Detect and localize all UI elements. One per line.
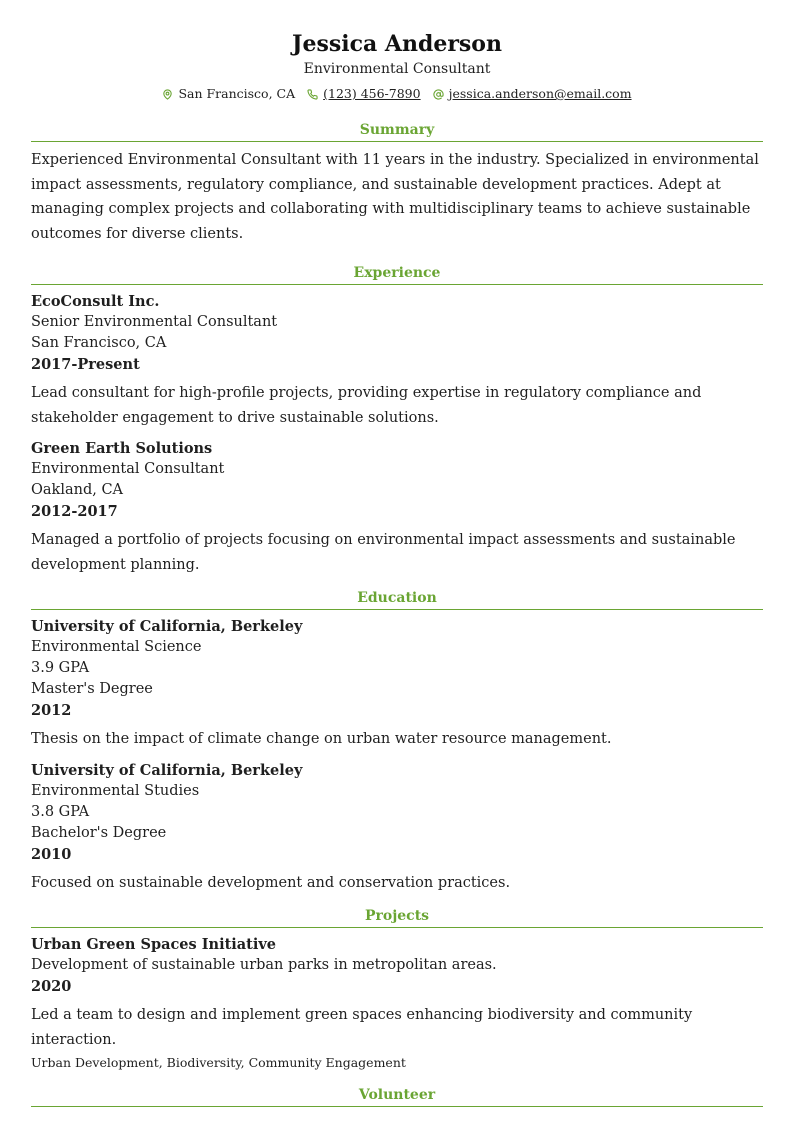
education-degree: Master's Degree	[31, 681, 153, 697]
education-description: Focused on sustainable development and conservation practices.	[31, 874, 511, 891]
education-entry	[31, 616, 763, 752]
education-year: 2010	[31, 845, 72, 863]
section-title-experience: Experience	[31, 264, 763, 285]
project-summary: Development of sustainable urban parks in metropolitan areas.	[31, 957, 497, 973]
education-entry	[31, 760, 763, 896]
summary-text: Experienced Environmental Consultant with 11 years in the industry. Specialized in environmental impact assessments, regulatory compliance, and sustainable development practices. Adept at managing complex projects and collaborating with multidisciplinary teams to achieve sustainable outcomes for diverse clients.	[31, 152, 759, 242]
project-year: 2020	[31, 978, 72, 995]
candidate-name: Jessica Anderson	[292, 31, 502, 57]
at-sign-icon	[433, 89, 444, 100]
project-entry	[31, 934, 763, 1072]
phone-icon	[307, 89, 318, 100]
map-pin-icon	[162, 89, 173, 100]
experience-entry	[31, 438, 763, 577]
experience-description: Lead consultant for high-profile projects, providing expertise in regulatory compliance and stakeholder engagement to drive sustainable solutions.	[31, 385, 702, 426]
section-title-projects: Projects	[31, 907, 763, 928]
resume-header	[31, 30, 763, 103]
education-year: 2012	[31, 702, 72, 719]
education-school: University of California, Berkeley	[31, 761, 303, 779]
experience-dates: 2012-2017	[31, 503, 118, 520]
contact-email-link[interactable]: jessica.anderson@email.com	[448, 86, 632, 101]
education-field: Environmental Studies	[31, 782, 200, 799]
project-description: Led a team to design and implement green spaces enhancing biodiversity and community interaction.	[31, 1007, 693, 1048]
contact-location-text: San Francisco, CA	[178, 86, 296, 101]
education-description: Thesis on the impact of climate change on urban water resource management.	[31, 731, 612, 747]
section-title-volunteer: Volunteer	[31, 1086, 763, 1107]
education-field: Environmental Science	[31, 639, 202, 655]
experience-dates: 2017-Present	[31, 356, 140, 373]
experience-position: Senior Environmental Consultant	[31, 314, 278, 330]
contact-row	[31, 85, 763, 103]
experience-location: Oakland, CA	[31, 482, 124, 498]
education-gpa: 3.8 GPA	[31, 803, 90, 820]
contact-email[interactable]	[433, 85, 632, 103]
experience-company: EcoConsult Inc.	[31, 293, 160, 310]
contact-phone[interactable]	[307, 85, 420, 103]
education-school: University of California, Berkeley	[31, 618, 303, 635]
project-name: Urban Green Spaces Initiative	[31, 936, 277, 953]
contact-location	[162, 85, 295, 103]
section-title-summary: Summary	[31, 121, 763, 142]
section-title-education: Education	[31, 589, 763, 610]
experience-entry	[31, 291, 763, 430]
project-keywords: Urban Development, Biodiversity, Community Engagement	[31, 1055, 406, 1070]
experience-location: San Francisco, CA	[31, 335, 167, 351]
experience-description: Managed a portfolio of projects focusing on environmental impact assessments and sustainable development planning.	[31, 532, 736, 573]
candidate-headline: Environmental Consultant	[303, 61, 491, 77]
experience-company: Green Earth Solutions	[31, 440, 213, 457]
contact-phone-link[interactable]: (123) 456-7890	[323, 86, 421, 101]
experience-position: Environmental Consultant	[31, 461, 225, 477]
education-degree: Bachelor's Degree	[31, 824, 167, 841]
education-gpa: 3.9 GPA	[31, 660, 90, 676]
